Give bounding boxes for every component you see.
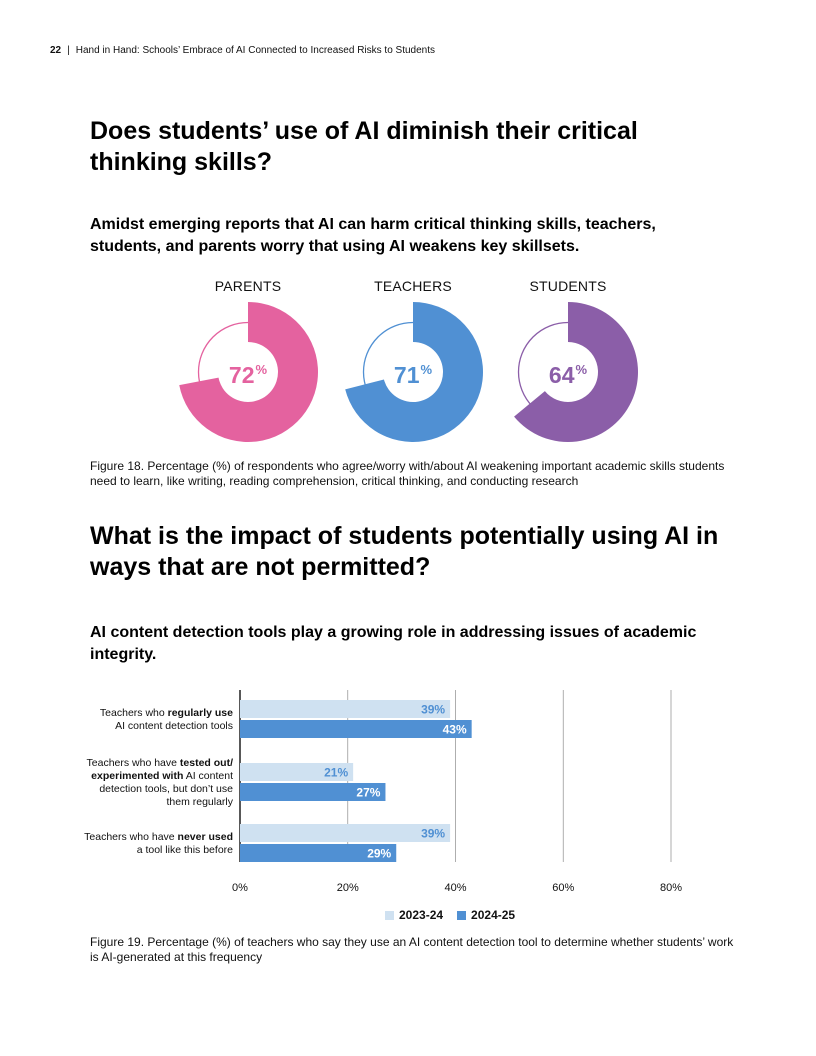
document-title: Hand in Hand: Schools’ Embrace of AI Connected to Increased Risks to Students [75,45,436,56]
section2-subtitle: AI content detection tools play a growing role in addressing issues of academic integrity. [90,624,697,663]
bar-chart [0,680,816,900]
x-tick-label: 60% [552,882,575,894]
bar [240,720,472,738]
donut-parents [173,278,323,448]
header-separator: | [67,45,70,56]
donut-students [493,278,643,448]
category-label: Teachers who have never used [84,831,233,843]
donut-value-unit: % [255,362,268,377]
bar-value-label: 39% [421,826,446,841]
bar-layer [240,700,472,862]
donut-value-number: 72 [228,362,255,388]
donut-value-unit: % [420,362,433,377]
tick-labels [232,882,682,894]
category-label: AI content detection tools [115,720,233,732]
legend-label: 2023-24 [399,908,444,922]
x-tick-label: 20% [336,882,359,894]
bar-value-label: 29% [367,846,392,861]
legend-swatch [457,911,466,920]
page-number: 22 [50,45,62,56]
section1-subtitle: Amidst emerging reports that AI can harm critical thinking skills, teachers, students, and parents worry that using AI weakens key skillsets. [90,216,656,255]
category-label: experimented with AI content [91,770,233,782]
category-labels [84,707,234,856]
bar [240,700,450,718]
legend-item-2024-25 [457,908,515,922]
donut-label: TEACHERS [374,278,452,294]
donut-teachers [338,278,488,448]
donut-value [173,362,323,389]
x-tick-label: 80% [659,882,683,894]
bar-value-label: 43% [442,722,467,737]
bar-value-label: 39% [421,702,446,717]
donut-label: STUDENTS [529,278,607,294]
chart-legend [385,908,529,922]
bar-value-label: 21% [324,765,349,780]
x-tick-label: 40% [444,882,467,894]
figure18-caption: Figure 18. Percentage (%) of respondents who agree/worry with/about AI weakening important academic skills students need to learn, like writing, reading comprehension, critical thinking, and conducting research [90,459,725,488]
category-label: them regularly [166,796,233,808]
donut-value-number: 71 [393,362,420,388]
legend-item-2023-24 [385,908,443,922]
category-label: Teachers who have tested out/ [86,757,233,769]
section2-title: What is the impact of students potentially using AI in ways that are not permitted? [90,522,719,581]
bar [240,824,450,842]
category-label: detection tools, but don’t use [99,783,233,795]
category-label: a tool like this before [136,844,233,856]
donut-label: PARENTS [214,278,282,294]
legend-label: 2024-25 [471,908,516,922]
x-tick-label: 0% [232,882,248,894]
category-label: Teachers who regularly use [99,707,233,719]
figure19-caption: Figure 19. Percentage (%) of teachers who say they use an AI content detection tool to determine whether students’ work is AI-generated at this frequency [90,935,734,964]
section1-title: Does students’ use of AI diminish their critical thinking skills? [90,117,638,176]
page-header [50,45,435,56]
donut-value [493,362,643,389]
donut-value-number: 64 [548,362,575,388]
legend-swatch [385,911,394,920]
donut-value-unit: % [575,362,588,377]
donut-value [338,362,488,389]
bar-value-label: 27% [356,785,381,800]
